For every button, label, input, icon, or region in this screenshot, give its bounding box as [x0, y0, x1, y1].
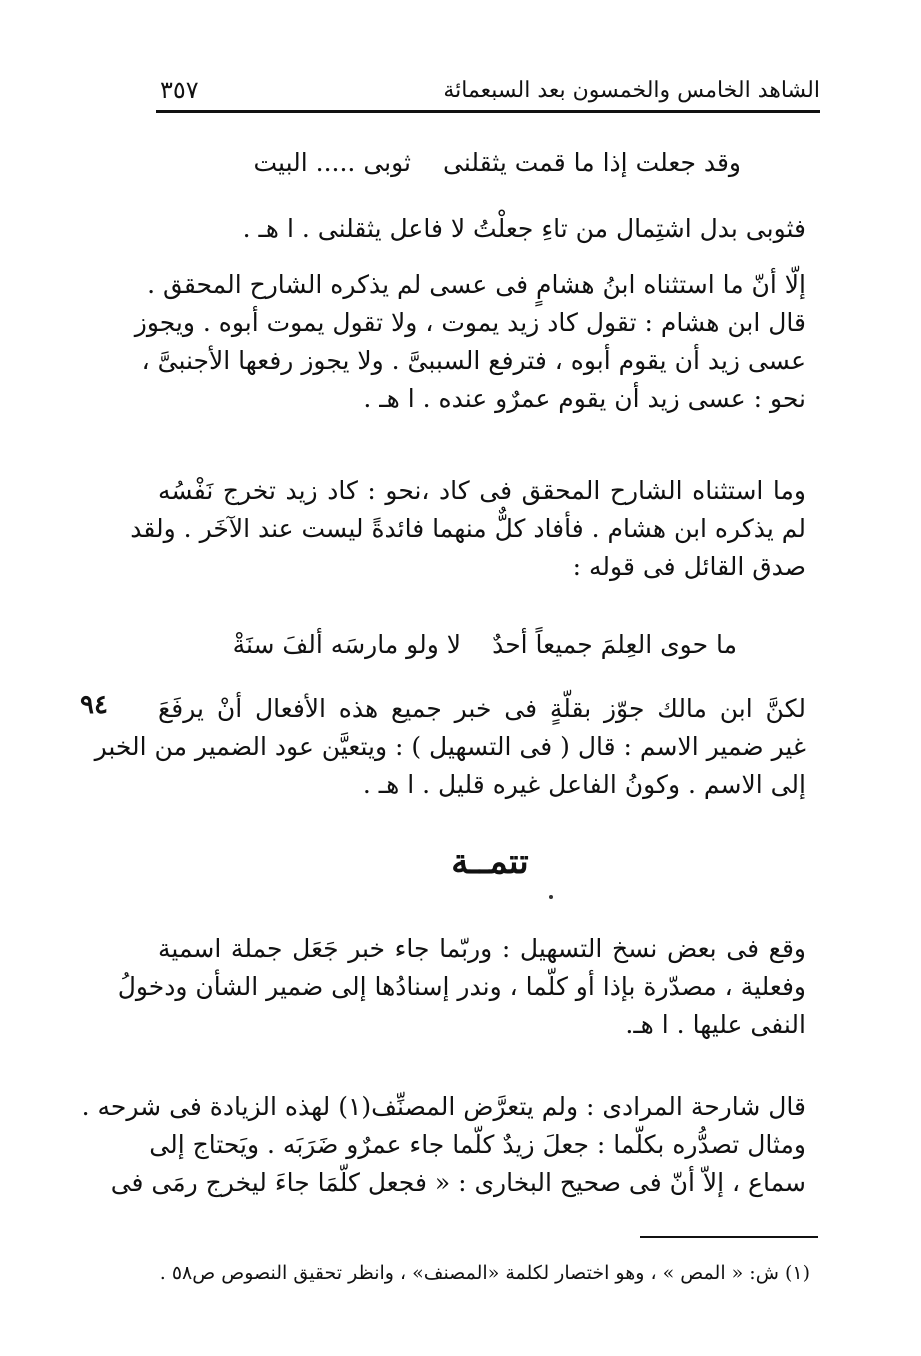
paragraph-6-line-1: قال شارحة المرادى : ولم يتعرَّض المصنِّف(١) لهذه الزيادة فى شرحه . — [81, 1092, 806, 1121]
page-header — [156, 70, 820, 114]
verse-1-second-hemistich: ثوبى ..... البيت — [253, 148, 411, 177]
paragraph-5-line-3: النفى عليها . ا هـ. — [625, 1010, 806, 1039]
margin-number: ٩٤ — [80, 690, 108, 720]
paragraph-2-line-1: إلّا أنّ ما استثناه ابنُ هشامٍ فى عسى لم يذكره الشارح المحقق . — [147, 270, 806, 299]
running-title: الشاهد الخامس والخمسون بعد السبعمائة — [443, 78, 820, 103]
paragraph-6-line-3: سماع ، إلاّ أنّ فى صحيح البخارى : « فجعل كلّمَا جاءَ ليخرج رمَى فى — [110, 1168, 806, 1197]
paragraph-6-line-2: ومثال تصدُّره بكلّما : جعلَ زيدٌ كلّما جاء عمرٌو ضَرَبَه . ويَحتاج إلى — [149, 1130, 806, 1159]
paragraph-2-line-2: قال ابن هشام : تقول كاد زيد يموت ، ولا تقول يموت أبوه . ويجوز — [134, 308, 806, 337]
paragraph-1: فثوبى بدل اشتِمال من تاءِ جعلْتُ لا فاعل يثقلنى . ا هـ . — [242, 214, 806, 243]
paragraph-3-line-2: لم يذكره ابن هشام . فأفاد كلٌّ منهما فائدةً ليست عند الآخَر . ولقد — [130, 514, 806, 543]
page-number: ٣٥٧ — [160, 76, 199, 104]
paragraph-2-line-4: نحو : عسى زيد أن يقوم عمرٌو عنده . ا هـ . — [363, 384, 806, 413]
paragraph-5-line-2: وفعلية ، مصدّرة بإذا أو كلّما ، وندر إسنادُها إلى ضمير الشأن ودخولُ — [117, 972, 806, 1001]
section-heading: تتمــة — [451, 842, 529, 882]
verse-1-first-hemistich: وقد جعلت إذا ما قمت يثقلنى — [442, 148, 741, 177]
ornament-dot — [549, 895, 553, 899]
verse-2-second-hemistich: لا ولو مارسَه ألفَ سنَةْ — [232, 630, 461, 659]
paragraph-2-line-3: عسى زيد أن يقوم أبوه ، فترفع السببىَّ . ولا يجوز رفعها الأجنبىَّ ، — [141, 346, 806, 375]
paragraph-3-line-1: وما استثناه الشارح المحقق فى كاد ،نحو : كاد زيد تخرج نَفْسُه — [158, 476, 806, 505]
paragraph-4-line-1: لكنَّ ابن مالك جوّز بقلّةٍ فى خبر جميع هذه الأفعال أنْ يرفَعَ — [158, 694, 806, 723]
paragraph-5-line-1: وقع فى بعض نسخ التسهيل : وربّما جاء خبر جَعَل جملة اسمية — [158, 934, 806, 963]
paragraph-2 — [134, 266, 806, 418]
paragraph-3 — [130, 472, 806, 586]
verse-2-first-hemistich: ما حوى العِلمَ جميعاً أحدٌ — [492, 630, 737, 659]
footnote-rule — [640, 1236, 818, 1238]
footnote: (١) ش: « المص » ، وهو اختصار لكلمة «المصنف» ، وانظر تحقيق النصوص ص٥٨ . — [159, 1262, 810, 1284]
paragraph-4-line-3: إلى الاسم . وكونُ الفاعل غيره قليل . ا هـ . — [362, 770, 806, 799]
paragraph-6 — [81, 1088, 806, 1202]
paragraph-4-line-2: غير ضمير الاسم : قال ( فى التسهيل ) : ويتعيَّن عود الضمير من الخبر — [94, 732, 806, 761]
header-rule — [156, 110, 820, 113]
paragraph-5 — [117, 930, 806, 1044]
paragraph-3-line-3: صدق القائل فى قوله : — [572, 552, 806, 581]
